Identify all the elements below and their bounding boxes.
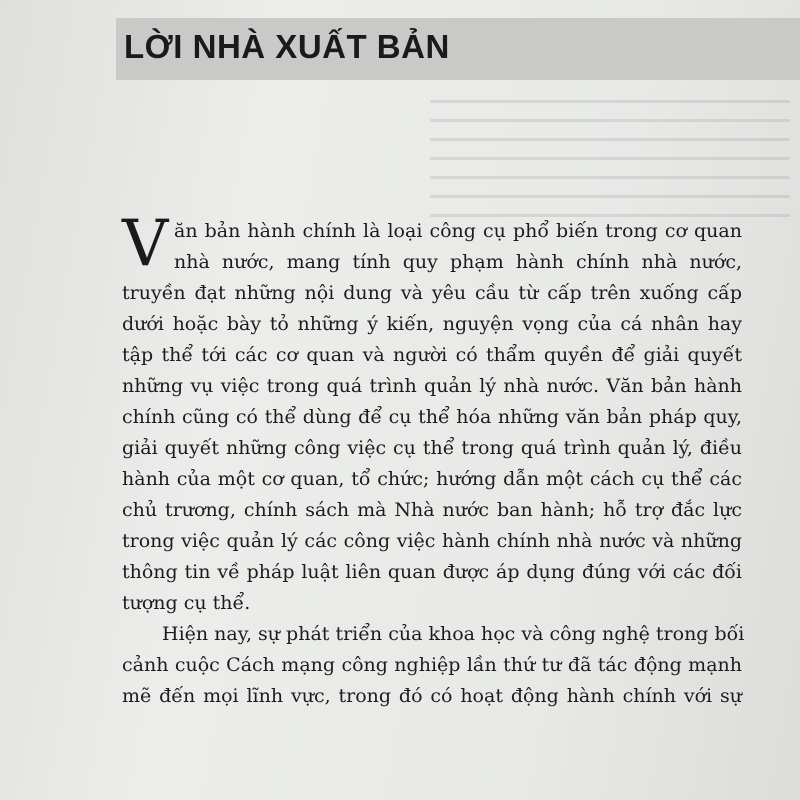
paragraph2-line: mẽ đến mọi lĩnh vực, trong đó có hoạt động hành chính với sự (122, 685, 742, 707)
paragraph1-line: nhà nước, mang tính quy phạm hành chính nhà nước, (174, 251, 742, 273)
paragraph1-line: trong việc quản lý các công việc hành chính nhà nước và những (122, 530, 742, 552)
paragraph1-line: tập thể tới các cơ quan và người có thẩm quyền để giải quyết (122, 344, 742, 366)
paragraph1-line: hành của một cơ quan, tổ chức; hướng dẫn một cách cụ thể các (122, 468, 742, 490)
show-through-text (430, 84, 790, 224)
drop-cap: V (122, 207, 169, 281)
paragraph1-line: chủ trương, chính sách mà Nhà nước ban hành; hỗ trợ đắc lực (122, 499, 742, 521)
paragraph1-line: thông tin về pháp luật liên quan được áp dụng đúng với các đối (122, 561, 742, 583)
paragraph1-line: những vụ việc trong quá trình quản lý nhà nước. Văn bản hành (122, 375, 742, 397)
paragraph2-line: cảnh cuộc Cách mạng công nghiệp lần thứ tư đã tác động mạnh (122, 654, 742, 676)
paragraph1-first-line: ăn bản hành chính là loại công cụ phổ biến trong cơ quan (174, 220, 742, 242)
paragraph1-line: tượng cụ thể. (122, 592, 251, 614)
paragraph1-line: chính cũng có thể dùng để cụ thể hóa những văn bản pháp quy, (122, 406, 742, 428)
page-title: LỜI NHÀ XUẤT BẢN (124, 28, 450, 65)
paragraph1-line: dưới hoặc bày tỏ những ý kiến, nguyện vọng của cá nhân hay (122, 313, 742, 335)
body-text (122, 216, 745, 712)
paragraph2-line: Hiện nay, sự phát triển của khoa học và công nghệ trong bối (162, 623, 745, 645)
paragraph1-line: giải quyết những công việc cụ thể trong quá trình quản lý, điều (122, 437, 742, 459)
paragraph1-line: truyền đạt những nội dung và yêu cầu từ cấp trên xuống cấp (122, 282, 742, 304)
